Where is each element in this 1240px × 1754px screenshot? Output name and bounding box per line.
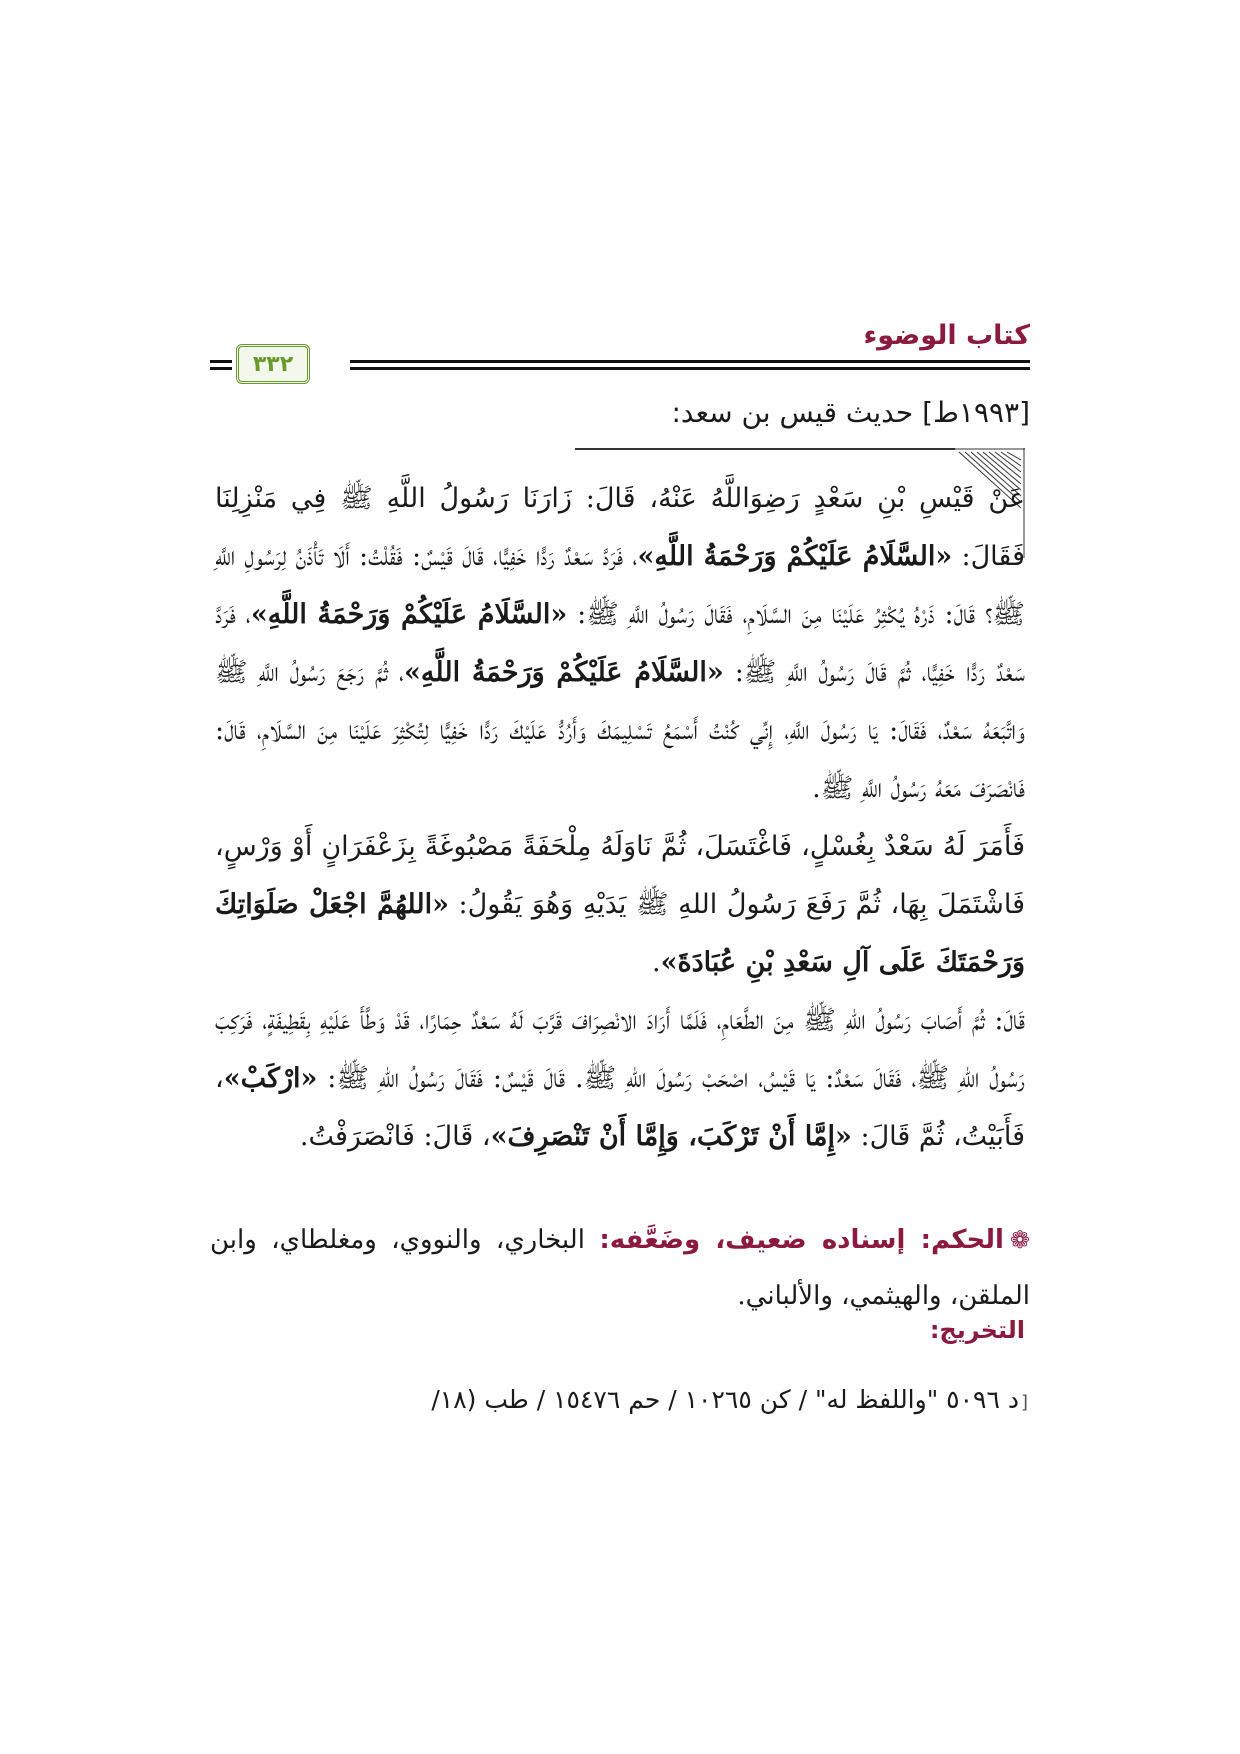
prophet-speech: «اللهُمَّ اجْعَلْ صَلَوَاتِكَ وَرَحْمَتَكَ عَلَى آلِ سَعْدِ بْنِ عُبَادَةَ» <box>215 889 1025 978</box>
verdict-label: الحكم: إسناده ضعيف، وضَعَّفه: <box>599 1225 1004 1255</box>
text-segment: ، فَرَدَّ سَعْدٌ رَدًّا خَفِيًّا، ثُمَّ قَالَ رَسُولُ اللَّهِ ﷺ: <box>215 599 1026 688</box>
verdict <box>210 1212 1030 1324</box>
header-rule <box>350 367 1030 370</box>
text-segment: عَنْ قَيْسِ بْنِ سَعْدٍ رَضِوَاللَّهُ عَنْهُ، قَالَ: زَارَنَا رَسُولُ اللَّهِ ﷺ فِي مَنْزِلِنَا فَقَالَ: <box>215 483 1025 572</box>
text-segment: . <box>652 947 661 978</box>
prophet-speech: «السَّلَامُ عَلَيْكُمْ وَرَحْمَةُ اللَّهِ» <box>404 657 724 688</box>
flower-icon: ❁ <box>1009 1226 1030 1254</box>
header-rule <box>210 367 232 370</box>
block-frame-rule <box>575 448 955 450</box>
text-segment: فَأَمَرَ لَهُ سَعْدٌ بِغُسْلٍ، فَاغْتَسَلَ، ثُمَّ نَاوَلَهُ مِلْحَفَةً مَصْبُوغَةً بِزَعْفَرَانٍ أَوْ وَرْسٍ، فَاشْتَمَلَ بِهَا، ثُمَّ رَفَعَ رَسُولُ اللهِ ﷺ يَدَيْهِ وَهُوَ يَقُولُ: <box>215 831 1025 920</box>
hadith-paragraph <box>215 818 1025 992</box>
header-rule <box>210 360 232 363</box>
takhrij-references: د ٥٠٩٦ "واللفظ له" / كن ١٠٢٦٥ / حم ١٥٤٧٦ / طب (١٨/ <box>431 1385 1019 1414</box>
hadith-paragraph <box>215 992 1025 1166</box>
takhrij-heading: التخريج: <box>929 1316 1025 1344</box>
text-segment: ، فَرَدَّ سَعْدٌ رَدًّا خَفِيًّا، قَالَ قَيْسٌ: فَقُلْتُ: أَلَا تَأْذَنُ لِرَسُولِ اللَّهِ ﷺ؟ قَالَ: ذَرْهُ يُكْثِرُ عَلَيْنَا مِنَ السَّلَامِ، فَقَالَ رَسُولُ اللَّهِ ﷺ: <box>215 541 1025 630</box>
text-segment: ، فَأَبَيْتُ، ثُمَّ قَالَ: <box>215 1063 1025 1152</box>
hadith-heading: [١٩٩٣ط] حديث قيس بن سعد: <box>671 396 1030 429</box>
text-segment: ، ثُمَّ رَجَعَ رَسُولُ اللَّهِ ﷺ وَاتَّبَعَهُ سَعْدٌ، فَقَالَ: يَا رَسُولَ اللَّهِ، إِنِّي كُنْتُ أَسْمَعُ تَسْلِيمَكَ وَأَرُدُّ عَلَيْكَ رَدًّا خَفِيًّا لِتُكْثِرَ عَلَيْنَا مِنَ السَّلَامِ، قَالَ: فَانْصَرَفَ مَعَهُ رَسُولُ اللَّهِ ﷺ. <box>215 657 1025 804</box>
page-number: ٣٣٢ <box>236 344 310 384</box>
hadith-body <box>215 470 1025 1166</box>
bracket-mark: [ <box>1020 1392 1028 1413</box>
book-title: كتاب الوضوء <box>863 320 1030 351</box>
prophet-speech: «السَّلَامُ عَلَيْكُمْ وَرَحْمَةُ اللَّهِ» <box>250 599 568 630</box>
hadith-paragraph <box>215 470 1025 818</box>
prophet-speech: «إِمَّا أَنْ تَرْكَبَ، وَإِمَّا أَنْ تَنْصَرِفَ» <box>490 1121 852 1152</box>
prophet-speech: «السَّلَامُ عَلَيْكُمْ وَرَحْمَةُ اللَّهِ» <box>637 541 953 572</box>
prophet-speech: «ارْكَبْ» <box>223 1063 318 1094</box>
text-segment: قَالَ: ثُمَّ أَصَابَ رَسُولُ اللهِ ﷺ مِنَ الطَّعَامِ، فَلَمَّا أَرَادَ الانْصِرَافَ قَرَّبَ لَهُ سَعْدٌ حِمَارًا، قَدْ وَطَّأَ عَلَيْهِ بِقَطِيفَةٍ، فَرَكِبَ رَسُولُ اللهِ ﷺ، فَقَالَ سَعْدٌ: يَا قَيْسُ، اصْحَبْ رَسُولَ اللهِ ﷺ. قَالَ قَيْسٌ: فَقَالَ رَسُولُ اللهِ ﷺ: <box>215 1005 1025 1094</box>
verdict-text: البخاري، والنووي، ومغلطاي، وابن الملقن، والهيثمي، والألباني. <box>210 1225 1030 1311</box>
takhrij-text <box>198 1372 1028 1431</box>
header-rule <box>350 360 1030 363</box>
running-header <box>210 316 1030 378</box>
text-segment: ، قَالَ: فَانْصَرَفْتُ. <box>299 1121 491 1152</box>
